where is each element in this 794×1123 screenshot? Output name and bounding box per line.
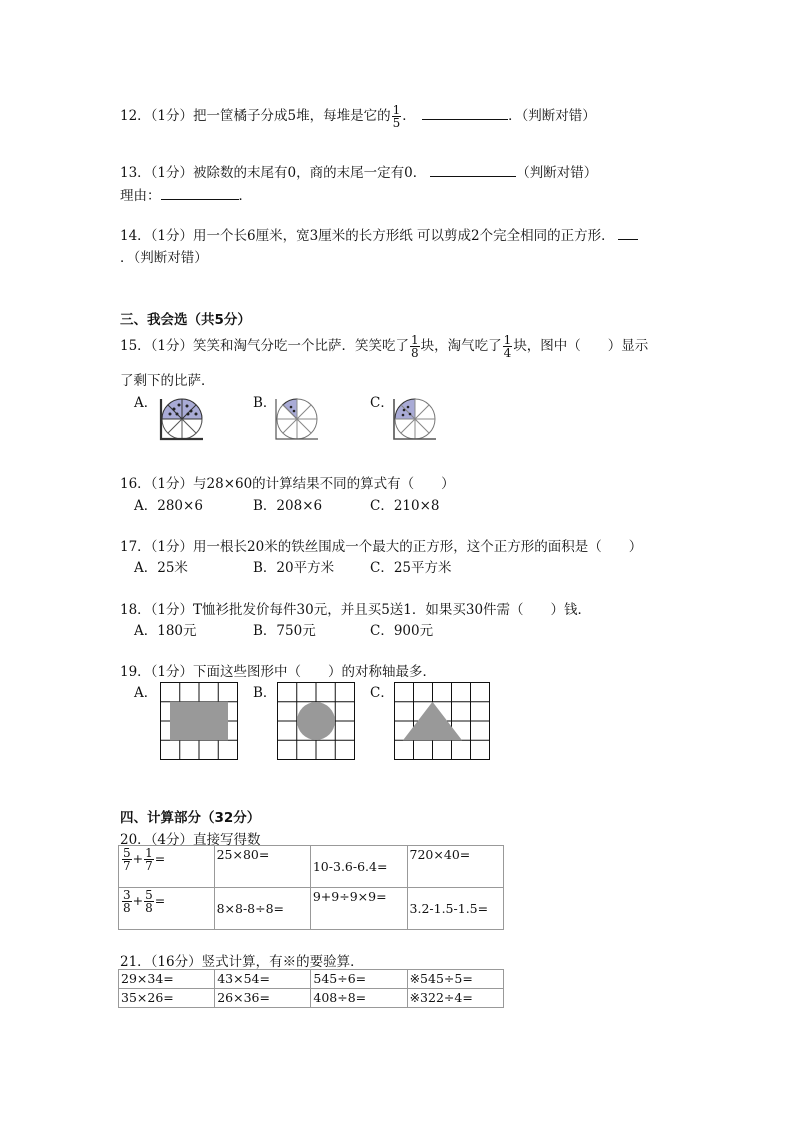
q20-r1-f2-denominator: 7 [145,859,153,873]
q21-cell[interactable]: 545÷6= [311,970,407,989]
question-13 [120,161,597,181]
question-20: 20．（4分）直接写得数 [120,832,261,848]
q13-number: 13．（1分） [120,165,194,181]
q16-option-a[interactable]: A．280×6 [134,498,203,514]
q13-reason-label: 理由： [120,188,161,204]
q12-number: 12．（1分） [120,108,194,124]
q19-option-b[interactable]: B． [253,685,277,701]
q21-cell[interactable]: ※545÷5= [407,970,503,989]
q20-r2-frac-1 [122,889,132,914]
q20-row-2 [119,888,504,930]
q21-cell[interactable]: 43×54= [215,970,311,989]
question-19: 19．（1分）下面这些图形中（ ）的对称轴最多． [120,664,437,680]
q12-judge: ．（判断对错） [508,108,596,124]
q15-option-c[interactable]: C． [370,395,394,411]
q15-fraction-2 [503,334,513,359]
q15-f1-denominator: 8 [411,346,419,360]
equals-sign: = [154,893,166,908]
q19-option-c[interactable]: C． [370,685,394,701]
q15-option-a[interactable]: A． [134,395,158,411]
q20-r1-f1-numerator: 5 [123,846,131,860]
question-21: 21．（16分）竖式计算，有※的要验算． [120,954,364,970]
q16-option-b[interactable]: B．208×6 [253,498,323,514]
question-15 [120,334,648,359]
q20-cell[interactable]: 720×40= [407,846,503,888]
q20-r2-f2-numerator: 5 [145,888,153,902]
q15-option-b[interactable]: B． [253,395,277,411]
q21-row-2 [119,989,504,1008]
q12-frac-numerator: 1 [392,103,401,117]
question-17: 17．（1分）用一根长20米的铁丝围成一个最大的正方形，这个正方形的面积是（ ） [120,539,643,555]
q13-reason-end: ． [238,188,252,204]
q15-text-2: 块，淘气吃了 [420,338,502,354]
q20-cell [119,846,215,888]
q21-row-1 [119,970,504,989]
q14-line1: 14．（1分）用一个长6厘米，宽3厘米的长方形纸 可以剪成2个完全相同的正方形． [120,228,615,244]
q19-circle-shape [297,702,335,740]
q20-r1-f2-numerator: 1 [145,846,153,860]
q17-option-b[interactable]: B．20平方米 [253,560,335,576]
q21-cell[interactable]: 35×26= [119,989,215,1008]
q20-cell [119,888,215,930]
q15-pizza-a [157,395,209,441]
q13-reason [120,184,252,204]
q12-fraction [392,104,402,129]
q20-cell[interactable]: 9+9÷9×9= [310,888,407,930]
q20-table [118,845,504,930]
q17-option-c[interactable]: C．25平方米 [370,560,452,576]
q21-cell[interactable]: 26×36= [215,989,311,1008]
section-3-title: 三、我会选（共5分） [120,312,251,328]
q21-table [118,969,504,1008]
q12-frac-denominator: 5 [392,116,401,130]
q15-number: 15．（1分） [120,338,194,354]
q20-cell[interactable]: 25×80= [214,846,310,888]
q13-judge: （判断对错） [516,165,598,181]
plus-sign: + [132,851,144,866]
q20-r1-frac-1 [122,847,132,872]
q20-r2-f1-denominator: 8 [123,901,131,915]
q15-text-1: 笑笑和淘气分吃一个比萨．笑笑吃了 [193,338,410,354]
q19-grid-c [394,682,492,762]
q21-cell[interactable]: 408÷8= [311,989,407,1008]
q17-option-a[interactable]: A．25米 [134,560,188,576]
q13-answer-blank[interactable] [430,162,516,177]
q20-cell[interactable]: 10-3.6-6.4= [310,846,407,888]
q19-rectangle-shape [170,702,228,741]
q20-cell[interactable]: 3.2-1.5-1.5= [407,888,503,930]
question-18: 18．（1分）T恤衫批发价每件30元，并且买5送1．如果买30件需（ ）钱． [120,602,592,618]
q15-f2-numerator: 1 [503,333,512,347]
q15-line2: 了剩下的比萨． [120,373,215,389]
question-16: 16．（1分）与28×60的计算结果不同的算式有（ ） [120,476,455,492]
q20-r1-f1-denominator: 7 [123,859,131,873]
q12-dot: ． [402,108,416,124]
q12-answer-blank[interactable] [422,105,508,120]
q21-cell[interactable]: 29×34= [119,970,215,989]
q15-pizza-b [272,395,324,441]
plus-sign: + [132,893,144,908]
q20-r2-frac-2 [144,889,154,914]
q21-cell[interactable]: ※322÷4= [407,989,503,1008]
q20-r2-f2-denominator: 8 [145,901,153,915]
q14-answer-blank[interactable] [618,225,638,240]
q20-cell[interactable]: 8×8-8÷8= [214,888,310,930]
q15-text-3: 块，图中（ ）显示 [513,338,649,354]
q19-grid-b [277,682,357,762]
q18-option-b[interactable]: B．750元 [253,623,316,639]
q18-option-c[interactable]: C．900元 [370,623,434,639]
q20-r2-f1-numerator: 3 [123,888,131,902]
q15-f2-denominator: 4 [503,346,512,360]
q13-text: 被除数的末尾有0，商的末尾一定有0． [193,165,427,181]
q19-grid-a [160,682,240,762]
q12-text: 把一筐橘子分成5堆，每堆是它的 [193,108,391,124]
q20-row-1 [119,846,504,888]
question-14 [120,224,638,244]
q13-reason-blank[interactable] [161,185,239,200]
question-12 [120,104,596,129]
q20-r1-frac-2 [144,847,154,872]
q18-option-a[interactable]: A．180元 [134,623,197,639]
section-4-title: 四、计算部分（32分） [120,810,261,826]
q15-fraction-1 [410,334,420,359]
q19-option-a[interactable]: A． [134,685,158,701]
equals-sign: = [154,851,166,866]
q16-option-c[interactable]: C．210×8 [370,498,440,514]
q15-pizza-c [390,395,442,441]
q15-f1-numerator: 1 [411,333,419,347]
q14-line2: ．（判断对错） [120,250,208,266]
